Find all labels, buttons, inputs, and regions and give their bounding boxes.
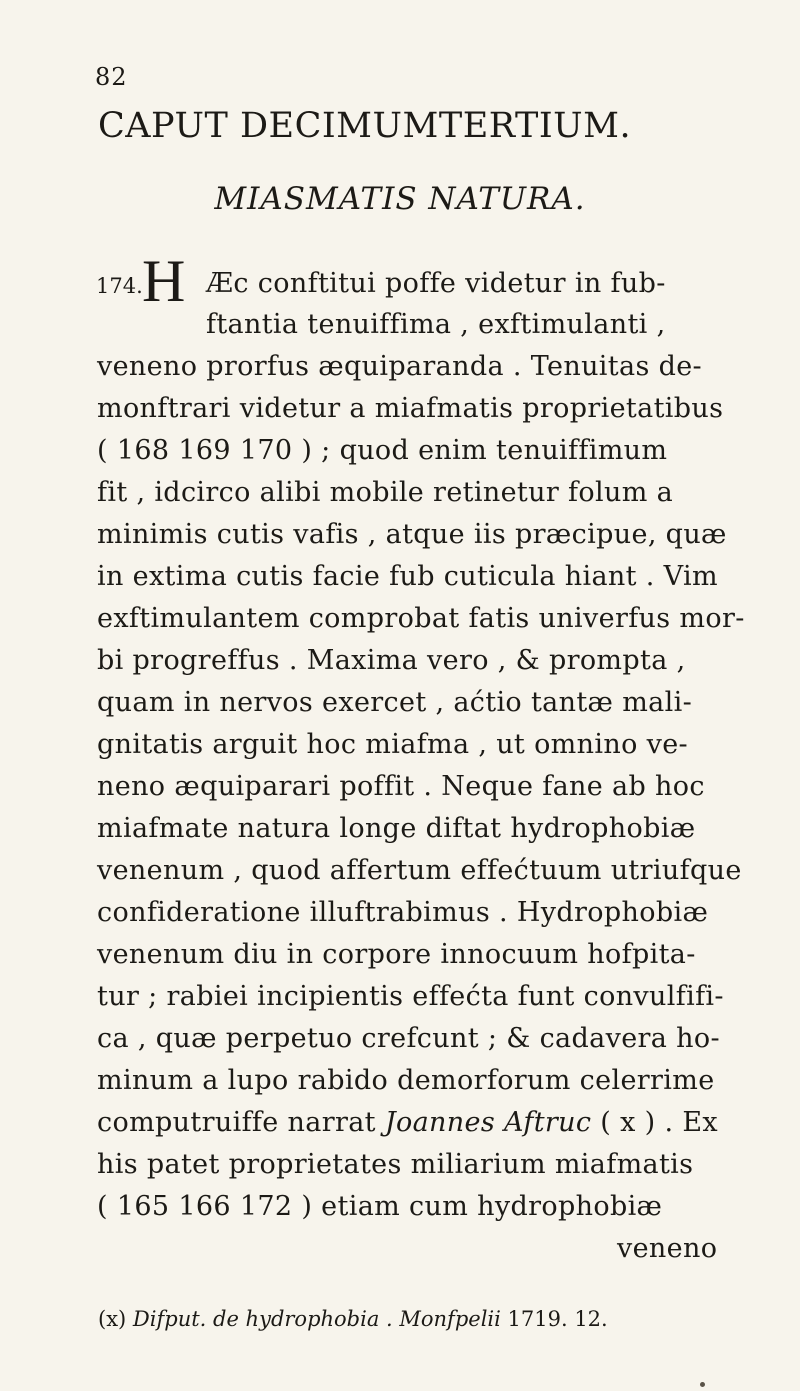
body-line: venenum diu in corpore innocuum hofpita-	[97, 939, 696, 970]
line-text: computruiffe narrat	[97, 1107, 385, 1138]
chapter-heading: CAPUT DECIMUMTERTIUM.	[98, 106, 632, 146]
body-line	[97, 1107, 718, 1138]
catchword: veneno	[617, 1233, 718, 1264]
body-line: ca , quæ perpetuo crefcunt ; & cadavera ho-	[97, 1023, 720, 1054]
body-line: monftrari videtur a miafmatis proprietatibus	[97, 393, 724, 424]
footnote-year: 1719. 12.	[507, 1307, 608, 1331]
paragraph-number: 174.	[96, 274, 143, 298]
footnote-mark: (x)	[98, 1307, 127, 1331]
body-line: ( 165 166 172 ) etiam cum hydrophobiæ	[97, 1191, 663, 1222]
drop-cap: H	[142, 248, 186, 314]
body-line: gnitatis arguit hoc miafma , ut omnino ve-	[97, 729, 689, 760]
footnote-work: Difput. de hydrophobia . Monfpelii	[132, 1307, 501, 1331]
body-line: neno æquiparari poffit . Neque fane ab hoc	[97, 771, 705, 802]
line-text: ( x ) . Ex	[591, 1107, 718, 1138]
footnote	[98, 1307, 608, 1331]
body-line: quam in nervos exercet , aćtio tantæ mali-	[97, 687, 693, 718]
printer-mark	[700, 1382, 705, 1387]
body-line: fit , idcirco alibi mobile retinetur folum a	[97, 477, 674, 508]
body-line: bi progreffus . Maxima vero , & prompta ,	[97, 645, 686, 676]
body-line: minum a lupo rabido demorforum celerrime	[97, 1065, 715, 1096]
body-line: veneno prorfus æquiparanda . Tenuitas de-	[97, 351, 703, 382]
author-name: Joannes Aftruc	[384, 1107, 592, 1138]
page-number: 82	[95, 63, 128, 91]
body-line: tur ; rabiei incipientis effećta funt convulfifi-	[97, 981, 724, 1012]
body-line: in extima cutis facie fub cuticula hiant . Vim	[97, 561, 718, 592]
body-line: exftimulantem comprobat fatis univerfus mor-	[97, 603, 745, 634]
body-line: ( 168 169 170 ) ; quod enim tenuiffimum	[97, 435, 668, 466]
body-line: miafmate natura longe diftat hydrophobiæ	[97, 813, 696, 844]
body-line: venenum , quod affertum effećtuum utriufque	[97, 855, 742, 886]
body-line: confideratione illuftrabimus . Hydrophobiæ	[97, 897, 709, 928]
body-line: minimis cutis vafis , atque iis præcipue, quæ	[97, 519, 727, 550]
body-line: Æc conftitui poffe videtur in fub-	[206, 268, 666, 299]
body-line: his patet proprietates miliarium miafmatis	[97, 1149, 694, 1180]
section-title: MIASMATIS NATURA.	[214, 181, 586, 217]
body-line: ftantia tenuiffima , exftimulanti ,	[206, 309, 666, 340]
